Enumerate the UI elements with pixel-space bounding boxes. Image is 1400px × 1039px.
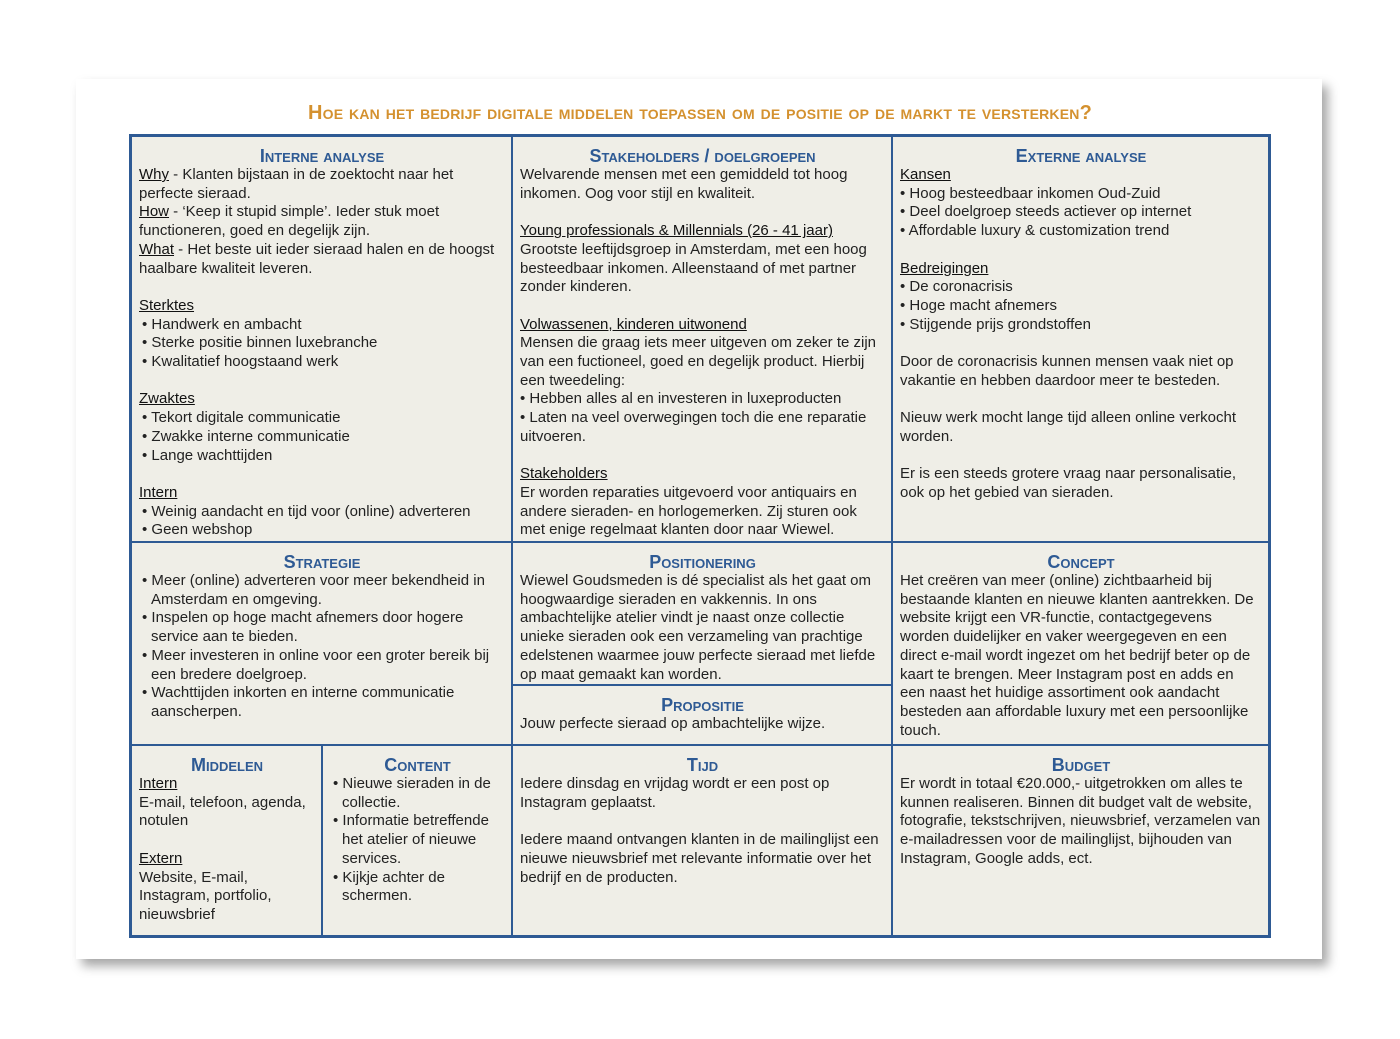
- intern-label: Intern: [139, 483, 178, 501]
- list-item: • Kijkje achter de schermen.: [333, 868, 445, 905]
- section-title: Propositie: [661, 695, 744, 715]
- section-title: Strategie: [283, 552, 361, 572]
- list-item: • Nieuwe sieraden in de collectie.: [333, 775, 491, 811]
- tijd-paragraph: Iedere dinsdag en vrijdag wordt er een post op Instagram geplaatst.: [520, 775, 830, 811]
- canvas-grid: [129, 134, 1271, 938]
- stakeholders-intro: Welvarende mensen met een gemiddeld tot hoog inkomen. Oog voor stijl en kwaliteit.: [520, 166, 848, 202]
- section-title: Positionering: [649, 552, 756, 572]
- externe-paragraph: Nieuw werk mocht lange tijd alleen online verkocht worden.: [900, 409, 1237, 445]
- list-item: • Meer investeren in online voor een groter bereik bij een bredere doelgroep.: [142, 646, 490, 683]
- why-line: [139, 166, 505, 203]
- kansen-label: Kansen: [900, 166, 951, 183]
- section-title: Interne analyse: [259, 146, 385, 166]
- what-text: - Het beste uit ieder sieraad halen en de hoogst haalbare kwaliteit leveren.: [139, 240, 495, 277]
- propositie-text: Jouw perfecte sieraad op ambachtelijke wijze.: [520, 715, 826, 732]
- middelen-intern-text: E-mail, telefoon, agenda, notulen: [139, 793, 306, 830]
- cell-content: [323, 746, 511, 935]
- stakeholders-label: Stakeholders: [520, 465, 608, 483]
- list-item: • Sterke positie binnen luxebranche: [142, 334, 378, 352]
- cell-budget: [893, 746, 1268, 935]
- cell-propositie: [513, 686, 891, 744]
- cell-stakeholders: [513, 137, 891, 541]
- how-label: How: [139, 203, 170, 221]
- cell-middelen: [132, 746, 321, 935]
- cell-externe-analyse: [893, 137, 1268, 541]
- cell-concept: [893, 543, 1268, 744]
- list-item: • Hoge macht afnemers: [900, 296, 1057, 314]
- externe-paragraph: Er is een steeds grotere vraag naar personalisatie, ook op het gebied van sieraden.: [900, 465, 1237, 501]
- middelen-extern-text: Website, E-mail, Instagram, portfolio, nieuwsbrief: [139, 868, 272, 923]
- list-item: • Handwerk en ambacht: [142, 315, 302, 333]
- tijd-paragraph: Iedere maand ontvangen klanten in de mailinglijst een nieuwe nieuwsbrief met relevante informatie over het bedrijf en de producten.: [520, 831, 879, 886]
- list-item: • Geen webshop: [142, 521, 253, 539]
- what-line: [139, 241, 505, 278]
- cell-positionering: [513, 543, 891, 684]
- middelen-intern-label: Intern: [139, 775, 178, 792]
- externe-paragraph: Door de coronacrisis kunnen mensen vaak niet op vakantie en hebben daardoor meer te besteden.: [900, 353, 1234, 389]
- list-item: • Stijgende prijs grondstoffen: [900, 315, 1091, 333]
- why-text: - Klanten bijstaan in de zoektocht naar het perfecte sieraad.: [139, 166, 454, 202]
- section-title: Content: [384, 755, 451, 775]
- section-title: Externe analyse: [1015, 146, 1147, 166]
- list-item: • Kwalitatief hoogstaand werk: [142, 353, 339, 371]
- cell-strategie: [132, 543, 511, 744]
- list-item: • Meer (online) adverteren voor meer bekendheid in Amsterdam en omgeving.: [142, 572, 485, 608]
- section-title: Tijd: [686, 755, 719, 775]
- list-item: • Deel doelgroep steeds actiever op internet: [900, 203, 1192, 221]
- section-title: Stakeholders / doelgroepen: [589, 146, 816, 166]
- list-item: • Zwakke interne communicatie: [142, 427, 350, 445]
- positionering-text: Wiewel Goudsmeden is dé specialist als het gaat om hoogwaardige sieraden en vakkennis. In ons ambachtelijke atelier vindt je naast onze collectie unieke sieraden ook een verzameling van prachtige edelstenen waarmee jouw perfecte sieraad met liefde op maat gemaakt kan worden.: [520, 572, 876, 683]
- list-item: • Hoog besteedbaar inkomen Oud-Zuid: [900, 184, 1161, 202]
- list-item: • De coronacrisis: [900, 278, 1013, 296]
- why-label: Why: [139, 166, 169, 183]
- section-title: Budget: [1051, 755, 1111, 775]
- stakeholders-text: Er worden reparaties uitgevoerd voor antiquairs en andere sieraden- en horlogemerken. Zij sturen ook met enige regelmaat klanten door naar Wiewel.: [520, 483, 857, 539]
- what-label: What: [139, 240, 175, 258]
- bedreigingen-label: Bedreigingen: [900, 259, 989, 277]
- concept-text: Het creëren van meer (online) zichtbaarheid bij bestaande klanten en nieuwe klanten aantrekken. De website krijgt een VR-functie, contactgegevens worden duidelijker en vaker weergegeven en een direct e-mail wordt ingezet om het bedrijf beter op de kaart te brengen. Meer Instagram post en adds en een naast het huidige assortiment ook aandacht besteden aan affordable luxury met een persoonlijke touch.: [900, 572, 1254, 739]
- zwaktes-label: Zwaktes: [139, 390, 195, 408]
- list-item: • Affordable luxury & customization trend: [900, 222, 1170, 240]
- budget-text: Er wordt in totaal €20.000,- uitgetrokken om alles te kunnen realiseren. Binnen dit budget valt de website, fotografie, tekstschrijven, nieuwsbrief, verzamelen van e-mailadressen voor de mailinglijst, bijhouden van Instagram, Google adds, ect.: [900, 775, 1261, 867]
- section-title: Concept: [1047, 552, 1115, 572]
- middelen-extern-label: Extern: [139, 849, 183, 867]
- list-item: • Laten na veel overwegingen toch die ene reparatie uitvoeren.: [520, 409, 867, 445]
- volwassenen-text: Mensen die graag iets meer uitgeven om zeker te zijn van een fuctioneel, goed en degelijk product. Hierbij een tweedeling:: [520, 334, 877, 389]
- young-professionals-label: Young professionals & Millennials (26 - 41 jaar): [520, 222, 833, 240]
- how-line: [139, 203, 505, 240]
- list-item: • Wachttijden inkorten en interne communicatie aanscherpen.: [142, 684, 455, 720]
- list-item: • Tekort digitale communicatie: [142, 409, 341, 427]
- how-text: - ‘Keep it stupid simple’. Ieder stuk moet functioneren, goed en degelijk zijn.: [139, 203, 440, 240]
- sterktes-label: Sterktes: [139, 296, 195, 314]
- cell-interne-analyse: [132, 137, 511, 541]
- cell-tijd: [513, 746, 891, 935]
- section-title: Middelen: [190, 755, 264, 775]
- list-item: • Informatie betreffende het atelier of nieuwe services.: [333, 812, 489, 867]
- main-title: Hoe kan het bedrijf digitale middelen toepassen om de positie op de markt te versterken?: [308, 102, 1092, 124]
- volwassenen-label: Volwassenen, kinderen uitwonend: [520, 315, 747, 333]
- list-item: • Hebben alles al en investeren in luxeproducten: [520, 390, 842, 408]
- list-item: • Inspelen op hoge macht afnemers door hogere service aan te bieden.: [142, 609, 464, 646]
- young-professionals-text: Grootste leeftijdsgroep in Amsterdam, met een hoog besteedbaar inkomen. Alleenstaand of met partner zonder kinderen.: [520, 240, 867, 296]
- list-item: • Lange wachttijden: [142, 446, 273, 464]
- list-item: • Weinig aandacht en tijd voor (online) adverteren: [142, 502, 471, 520]
